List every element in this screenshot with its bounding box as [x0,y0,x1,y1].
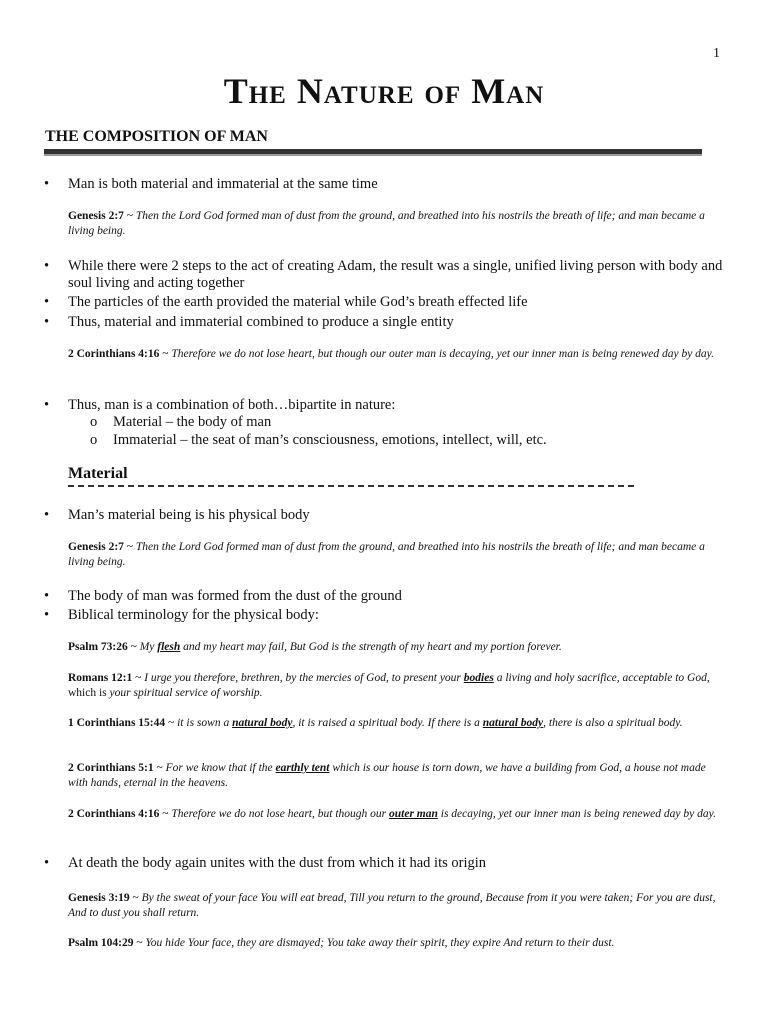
section-title: THE COMPOSITION OF MAN [45,128,268,145]
subsection-title: Material [68,465,128,482]
bullet-text: Man’s material being is his physical body [68,507,310,523]
scripture-quote [68,347,728,362]
ref-separator: ~ [127,641,140,653]
bullet-text: The particles of the earth provided the material while God’s breath effected life [68,294,528,310]
scripture-quote [68,891,728,921]
scripture-text: , it is raised a spiritual body. If there is a [292,717,483,729]
underlined-term: flesh [157,641,181,653]
scripture-quote [68,761,728,791]
ref-separator: ~ [123,541,136,553]
bullet-glyph: • [44,176,50,192]
bullet-text: At death the body again unites with the dust from which it had its origin [68,855,487,871]
bullet-text: Thus, material and immaterial combined to produce a single entity [68,314,454,330]
sub-bullet-glyph: o [90,432,98,448]
underlined-term: natural body [482,717,544,729]
scripture-text: Then the Lord God formed man of dust from the ground, and breathed into his nostrils the breath of life; and man became a living being. [68,210,705,237]
scripture-ref: Romans 12:1 [68,672,133,684]
scripture-quote [68,640,728,655]
sub-bullet-text: Material – the body of man [113,414,272,430]
underlined-term: outer man [389,808,438,820]
scripture-text: Then the Lord God formed man of dust from the ground, and breathed into his nostrils the breath of life; and man became a living being. [68,541,705,568]
subsection-rule [68,485,634,487]
scripture-ref: Psalm 104:29 [68,937,134,949]
scripture-text: it is sown a [177,717,233,729]
scripture-quote [68,936,728,951]
scripture-text: Therefore we do not lose heart, but though our [171,808,389,820]
bullet-glyph: • [44,397,50,413]
scripture-ref: Genesis 3:19 [68,892,130,904]
bullet-text: While there were 2 steps to the act of creating Adam, the result was a single, unified living person with body and soul living and acting together [68,258,723,291]
section-rule [44,149,702,154]
scripture-ref: 2 Corinthians 4:16 [68,808,160,820]
bullet-glyph: • [44,258,50,274]
scripture-ref: Genesis 2:7 [68,210,124,222]
scripture-text: and my heart may fail, But God is the strength of my heart and my portion forever. [180,641,562,653]
ref-separator: ~ [132,672,145,684]
scripture-text: You hide Your face, they are dismayed; You take away their spirit, they expire And return to their dust. [145,937,615,949]
scripture-ref: 2 Corinthians 5:1 [68,762,154,774]
scripture-ref: 2 Corinthians 4:16 [68,348,160,360]
page-number: 1 [713,46,720,61]
sub-bullet-glyph: o [90,414,98,430]
scripture-text: is decaying, yet our inner man is being renewed day by day. [437,808,716,820]
bullet-glyph: • [44,294,50,310]
bullet-text: Man is both material and immaterial at the same time [68,176,378,192]
bullet-glyph: • [44,607,50,623]
scripture-quote [68,209,728,239]
underlined-term: earthly tent [275,762,330,774]
scripture-text: By the sweat of your face You will eat bread, Till you return to the ground, Because from it you were taken; For you are dust, And to dust you shall return. [68,892,716,919]
bullet-text: Thus, man is a combination of both…bipartite in nature: [68,397,396,413]
scripture-quote [68,716,728,731]
sub-bullet-text: Immaterial – the seat of man’s consciousness, emotions, intellect, will, etc. [113,432,547,448]
scripture-quote [68,540,728,570]
scripture-text: which is our house is torn down, we have a building from God, a house not made with hands, eternal in the heavens. [68,762,706,789]
underlined-term: natural body [232,717,293,729]
scripture-quote [68,671,728,701]
ref-separator: ~ [165,717,178,729]
scripture-text: a living and holy sacrifice, acceptable to God, [493,672,710,684]
bullet-glyph: • [44,314,50,330]
scripture-text: I urge you therefore, brethren, by the mercies of God, to present your [144,672,464,684]
ref-separator: ~ [153,762,166,774]
scripture-ref: 1 Corinthians 15:44 [68,717,166,729]
scripture-text: For we know that if the [165,762,276,774]
scripture-quote [68,807,728,822]
page-title: The Nature of Man [223,71,545,111]
underlined-term: bodies [463,672,494,684]
scripture-text: your spiritual service of worship. [109,687,263,699]
bullet-glyph: • [44,507,50,523]
scripture-text: My [139,641,158,653]
bullet-glyph: • [44,855,50,871]
bullet-text: Biblical terminology for the physical body: [68,607,319,623]
scripture-text: , there is also a spiritual body. [543,717,683,729]
ref-separator: ~ [123,210,136,222]
bullet-glyph: • [44,588,50,604]
scripture-text: which is [68,687,110,699]
ref-separator: ~ [159,348,172,360]
scripture-ref: Genesis 2:7 [68,541,124,553]
scripture-text: Therefore we do not lose heart, but though our outer man is decaying, yet our inner man is being renewed day by day. [171,348,715,360]
ref-separator: ~ [159,808,172,820]
scripture-ref: Psalm 73:26 [68,641,128,653]
ref-separator: ~ [129,892,142,904]
bullet-text: The body of man was formed from the dust of the ground [68,588,402,604]
ref-separator: ~ [133,937,146,949]
